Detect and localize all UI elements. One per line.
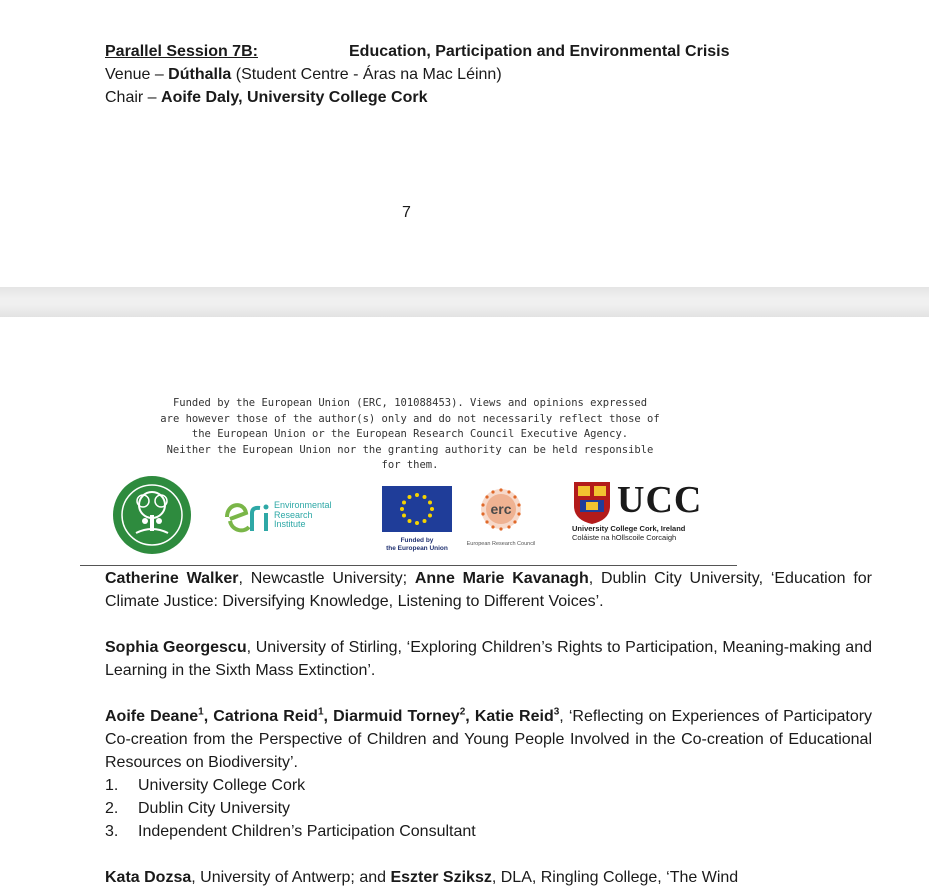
affiliation-list — [105, 774, 872, 843]
session-title: Education, Participation and Environmental Crisis — [349, 43, 730, 60]
eri-logo — [222, 495, 362, 539]
divider-rule — [80, 565, 737, 566]
ucc-name: University College Cork, Ireland — [572, 524, 686, 533]
tree-in-circle-logo — [112, 475, 192, 555]
ucc-irish-name: Coláiste na hOllscoile Corcaigh — [572, 533, 677, 542]
eu-flag-logo — [380, 484, 454, 554]
list-item: 3. Independent Children’s Participation Consultant — [105, 823, 476, 840]
page-number: 7 — [402, 204, 411, 221]
abstract-list — [105, 567, 872, 889]
list-item: 1. University College Cork — [105, 777, 306, 794]
ucc-wordmark: UCC — [617, 479, 703, 521]
abstract-entry: Kata Dozsa, University of Antwerp; and Eszter Sziksz, DLA, Ringling College, ‘The Wind — [105, 869, 739, 886]
erc-label: European Research Council — [466, 541, 536, 547]
page-bottom — [0, 317, 929, 889]
eri-name: Environmental Research Institute — [274, 500, 332, 529]
venue-name: Dúthalla — [168, 66, 232, 83]
abstract-entry: Aoife Deane$^1$, Catriona Reid$^1$, Diarmuid Torney$^2$, Katie Reid$^3$, ‘Reflecting on Experiences of Participatory Co-creation from the Perspective of Children and Young People Involved in the Co-creation of Educational Resources on Biodiversity’. — [105, 706, 873, 771]
chair-line: Chair – Aoife Daly, University College Cork — [105, 89, 428, 106]
abstract-entry: Sophia Georgescu, University of Stirling, ‘Exploring Children’s Rights to Participation, Meaning-making and Learning in the Sixth Mass Extinction’. — [105, 639, 872, 679]
session-label: Parallel Session 7B: — [105, 43, 258, 60]
erc-logo — [463, 481, 539, 553]
venue-line: Venue – Dúthalla (Student Centre - Áras na Mac Léinn) — [105, 66, 502, 83]
list-item: 2. Dublin City University — [105, 800, 291, 817]
abstract-entry: Catherine Walker, Newcastle University; Anne Marie Kavanagh, Dublin City University, ‘Education for Climate Justice: Diversifying Knowledge, Listening to Different Voices’. — [105, 570, 873, 610]
chair-name: Aoife Daly, University College Cork — [161, 89, 428, 106]
erc-mark: erc — [490, 501, 512, 517]
funding-disclaimer: Funded by the European Union (ERC, 101088453). Views and opinions expressed are however those of the author(s) only and do not necessarily reflect those of the European Union or the European Research Council Executive Agency. Neither the European Union nor the granting authority can be held responsible for them. — [160, 397, 660, 471]
eu-caption: Funded by the European Union — [386, 537, 448, 552]
page-separator — [0, 287, 929, 317]
page-top — [0, 0, 929, 287]
ucc-logo — [572, 480, 702, 546]
